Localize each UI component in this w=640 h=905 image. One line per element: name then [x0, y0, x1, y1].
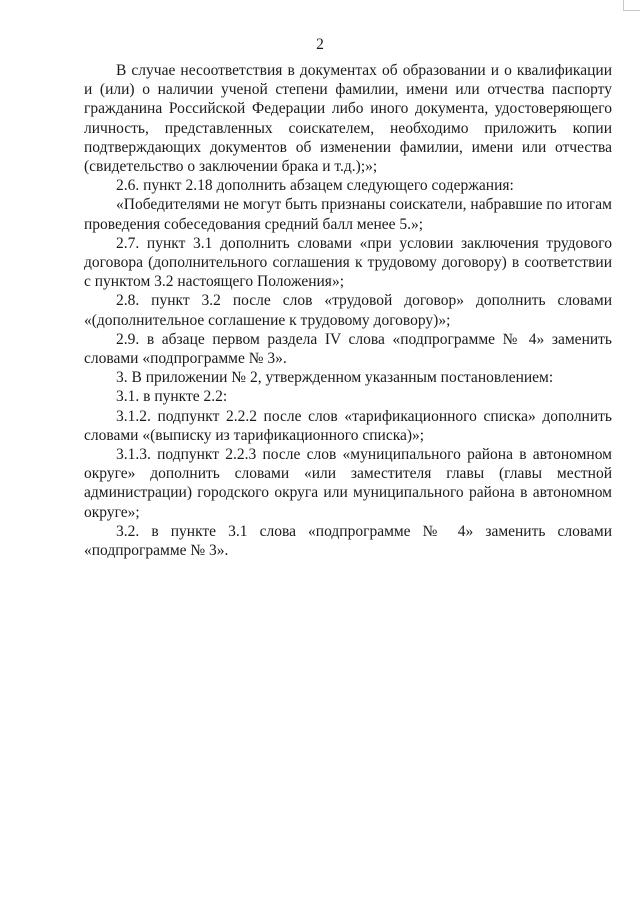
paragraph-document-copies-note: В случае несоответствия в документах об образовании и о квалификации и (или) о наличии ученой степени фамилии, имени или отчества паспорту гражданина Российской Федерации либо иного документа, удостоверяющего личность, представленных соискателем, необходимо приложить копии подтверждающих документов об изменении фамилии, имени или отчества (свидетельство о заключении брака и т.д.);»;: [84, 62, 612, 176]
paragraph-3-1: 3.1. в пункте 2.2:: [116, 388, 228, 406]
paragraph-2-6: 2.6. пункт 2.18 дополнить абзацем следующего содержания:: [116, 177, 514, 195]
paragraph-2-9: 2.9. в абзаце первом раздела IV слова «подпрограмме № 4» заменить словами «подпрограмме № 3».: [84, 330, 612, 368]
paragraph-2-7: 2.7. пункт 3.1 дополнить словами «при условии заключения трудового договора (дополнительного соглашения к трудовому договору) в соответствии с пунктом 3.2 настоящего Положения»;: [84, 234, 612, 291]
paragraph-3-1-2: 3.1.2. подпункт 2.2.2 после слов «тарификационного списка» дополнить словами «(выписку из тарификационного списка)»;: [84, 407, 612, 444]
paragraph-winners-clause: «Победителями не могут быть признаны соискатели, набравшие по итогам проведения собеседования средний балл менее 5.»;: [84, 196, 612, 233]
paragraph-3-1-3: 3.1.3. подпункт 2.2.3 после слов «муниципального района в автономном округе» дополнить словами «или заместителя главы (главы местной администрации) городского округа или муниципального района в автономном округе»;: [84, 446, 612, 521]
paragraph-3-2: 3.2. в пункте 3.1 слова «подпрограмме № 4» заменить словами «подпрограмме № 3».: [84, 522, 612, 560]
page-number: 2: [316, 36, 324, 53]
paragraph-3: 3. В приложении № 2, утвержденном указанным постановлением:: [116, 369, 554, 387]
paragraph-2-8: 2.8. пункт 3.2 после слов «трудовой договор» дополнить словами «(дополнительное соглашение к трудовому договору)»;: [84, 292, 612, 329]
scan-corner-mark: [623, 0, 640, 11]
document-body: [84, 61, 612, 560]
